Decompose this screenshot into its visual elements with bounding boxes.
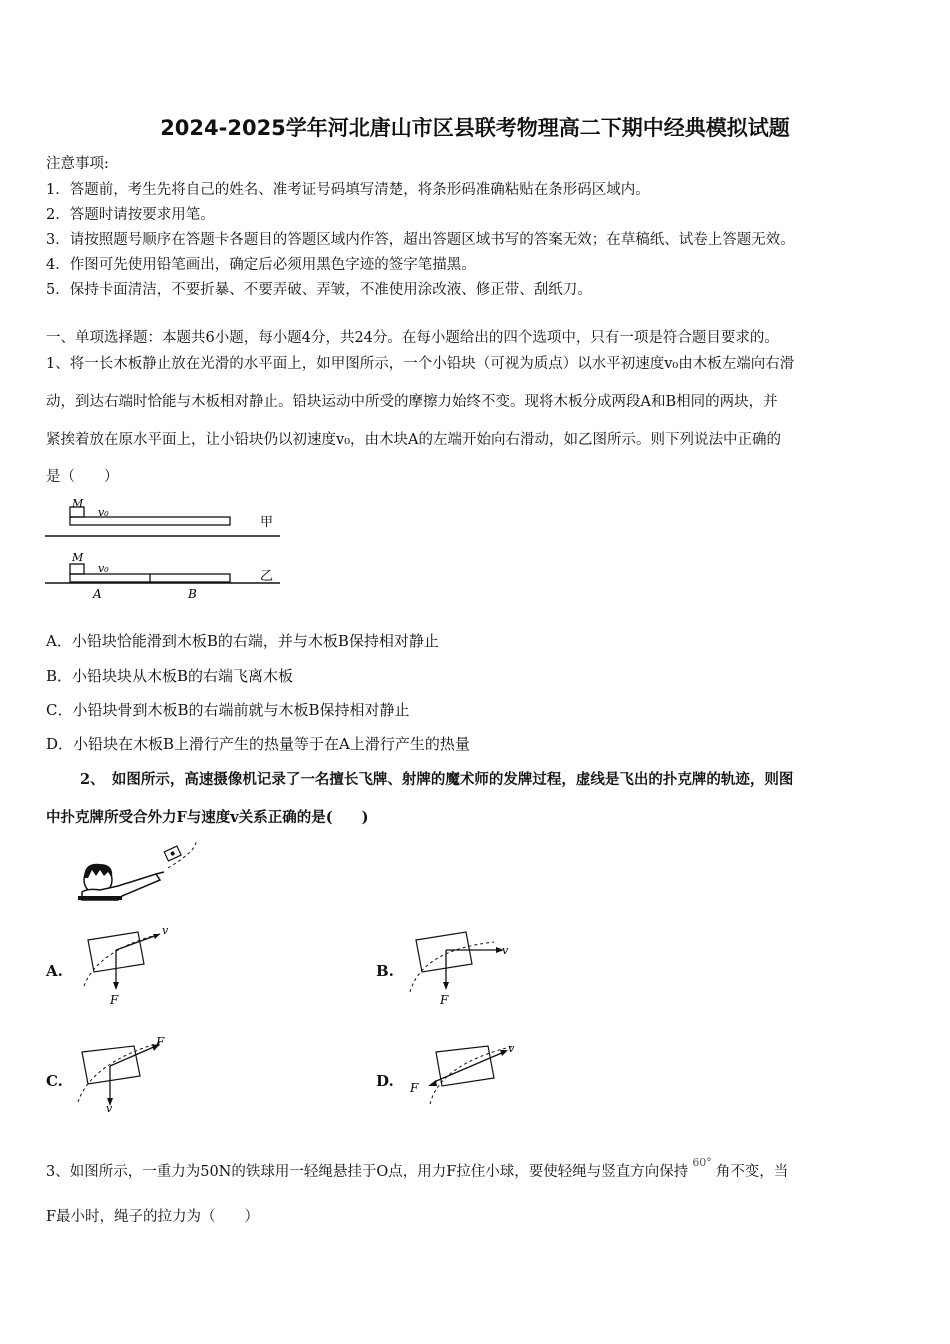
label-B: B	[188, 587, 197, 601]
label-v0: v₀	[98, 506, 109, 519]
q2-option-b-figure	[404, 920, 514, 1010]
label-v: v	[502, 944, 509, 957]
label-F: F	[110, 993, 119, 1007]
notice-item: 2．答题时请按要求用笔。	[46, 207, 215, 223]
option-c: C．小铅块骨到木板B的右端前就与木板B保持相对静止	[46, 701, 410, 719]
option-b: B．小铅块块从木板B的右端飞离木板	[46, 667, 294, 685]
q2-option-a-figure	[78, 920, 178, 1010]
magician-illustration	[78, 838, 198, 902]
option-a: A．小铅块恰能滑到木板B的右端，并与木板B保持相对静止	[46, 632, 439, 650]
question-1-line: 紧挨着放在原水平面上，让小铅块仍以初速度v₀，由木块A的左端开始向右滑动，如乙图所示。则下列说法中正确的	[46, 432, 781, 448]
page-title: 2024-2025学年河北唐山市区县联考物理高二下期中经典模拟试题	[160, 116, 790, 140]
label-jia: 甲	[260, 515, 274, 530]
q2-option-d-label: D.	[376, 1072, 394, 1090]
notice-heading: 注意事项:	[46, 156, 109, 172]
label-F: F	[440, 993, 449, 1007]
option-d: D．小铅块在木板B上滑行产生的热量等于在A上滑行产生的热量	[46, 735, 470, 753]
question-1-line: 1、将一长木板静止放在光滑的水平面上，如甲图所示，一个小铅块（可视为质点）以水平初速度v₀由木板左端向右滑	[46, 356, 795, 372]
notice-item: 3．请按照题号顺序在答题卡各题目的答题区域内作答，超出答题区域书写的答案无效；在草稿纸、试卷上答题无效。	[46, 232, 795, 248]
plank-figure	[40, 498, 290, 608]
label-F: F	[410, 1081, 419, 1095]
angle-value: 60°	[692, 1156, 712, 1169]
q2-option-a-label: A.	[46, 962, 63, 980]
label-v0: v₀	[98, 562, 109, 575]
question-1-line: 是（ ）	[46, 469, 119, 485]
question-2-line: 中扑克牌所受合外力F与速度v关系正确的是( )	[46, 809, 369, 826]
label-M: M	[72, 551, 84, 564]
q2-option-b-label: B.	[376, 962, 394, 980]
label-F: F	[156, 1035, 165, 1049]
q2-option-d-figure	[404, 1036, 524, 1116]
question-3-line: F最小时，绳子的拉力为（ ）	[46, 1209, 260, 1225]
question-2-line: 2、 如图所示，高速摄像机记录了一名擅长飞牌、射牌的魔术师的发牌过程，虚线是飞出的扑克牌的轨迹，则图	[80, 771, 794, 788]
question-1-line: 动，到达右端时恰能与木板相对静止。铅块运动中所受的摩擦力始终不变。现将木板分成两段A和B相同的两块，并	[46, 394, 778, 410]
label-v: v	[508, 1042, 515, 1055]
question-3-text: 角不变，当	[715, 1164, 789, 1180]
notice-item: 4．作图可先使用铅笔画出，确定后必须用黑色字迹的签字笔描黑。	[46, 257, 476, 273]
notice-item: 1．答题前，考生先将自己的姓名、准考证号码填写清楚，将条形码准确粘贴在条形码区域内。	[46, 182, 650, 198]
label-yi: 乙	[260, 569, 274, 584]
label-A: A	[93, 587, 102, 601]
question-3-text: 3、如图所示，一重力为50N的铁球用一轻绳悬挂于O点，用力F拉住小球，要使轻绳与竖直方向保持	[46, 1164, 689, 1180]
label-v: v	[162, 924, 169, 937]
section-heading: 一、单项选择题：本题共6小题，每小题4分，共24分。在每小题给出的四个选项中，只有一项是符合题目要求的。	[46, 330, 779, 346]
notice-item: 5．保持卡面清洁，不要折暴、不要弄破、弄皱，不准使用涂改液、修正带、刮纸刀。	[46, 282, 592, 298]
q2-option-c-label: C.	[46, 1072, 63, 1090]
label-M: M	[72, 498, 84, 510]
q2-option-c-figure	[72, 1032, 182, 1122]
question-3-line	[46, 1156, 788, 1181]
label-v: v	[106, 1102, 113, 1115]
